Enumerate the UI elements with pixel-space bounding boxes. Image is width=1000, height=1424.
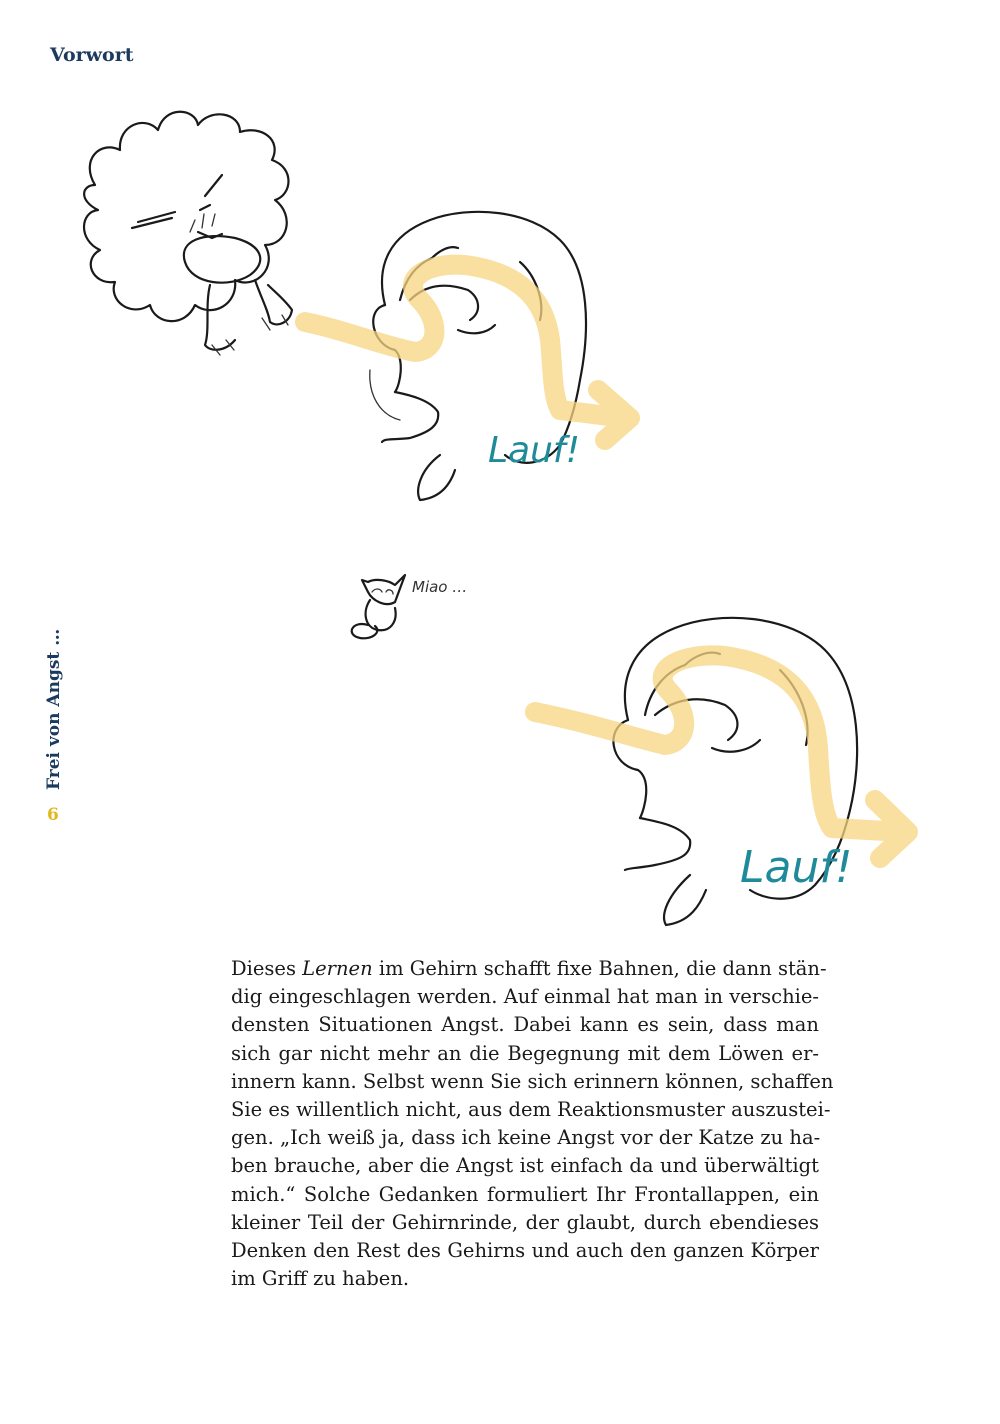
body-line: mich.“ Solche Gedanken formuliert Ihr Frontallappen, ein <box>231 1182 819 1206</box>
body-text-run: im Gehirn schafft fixe Bahnen, die dann stän- <box>372 957 827 980</box>
body-line: dig eingeschlagen werden. Auf einmal hat man in verschie- <box>231 985 819 1009</box>
cat-meow-label: Miao … <box>412 578 468 596</box>
body-line: gen. „Ich weiß ja, dass ich keine Angst vor der Katze zu ha- <box>231 1126 821 1150</box>
body-line <box>231 955 827 983</box>
lion-drawing <box>84 112 292 355</box>
body-paragraph <box>231 955 834 1293</box>
cat-drawing <box>352 575 468 638</box>
body-line: Sie es willentlich nicht, aus dem Reaktionsmuster auszustei- <box>231 1098 831 1122</box>
body-line: innern kann. Selbst wenn Sie sich erinnern können, schaffen <box>231 1069 834 1093</box>
run-label-top: Lauf! <box>488 430 581 471</box>
page-number: 6 <box>47 805 59 825</box>
section-title: Vorwort <box>50 44 134 66</box>
brain-drawing-top <box>305 212 630 500</box>
body-line: ben brauche, aber die Angst ist einfach da und überwältigt <box>231 1154 819 1178</box>
body-line: Denken den Rest des Gehirns und auch den ganzen Körper <box>231 1239 819 1263</box>
body-text-run: Dieses <box>231 957 303 980</box>
emphasis-term: Lernen <box>302 957 373 980</box>
run-label-bottom: Lauf! <box>740 842 853 893</box>
brain-drawing-bottom <box>535 618 908 925</box>
body-line: im Griff zu haben. <box>231 1267 410 1291</box>
body-line: sich gar nicht mehr an die Begegnung mit dem Löwen er- <box>231 1041 819 1065</box>
body-line: densten Situationen Angst. Dabei kann es sein, dass man <box>231 1013 819 1037</box>
body-line: kleiner Teil der Gehirnrinde, der glaubt, durch ebendieses <box>231 1210 819 1234</box>
running-title: Frei von Angst … <box>44 628 64 790</box>
